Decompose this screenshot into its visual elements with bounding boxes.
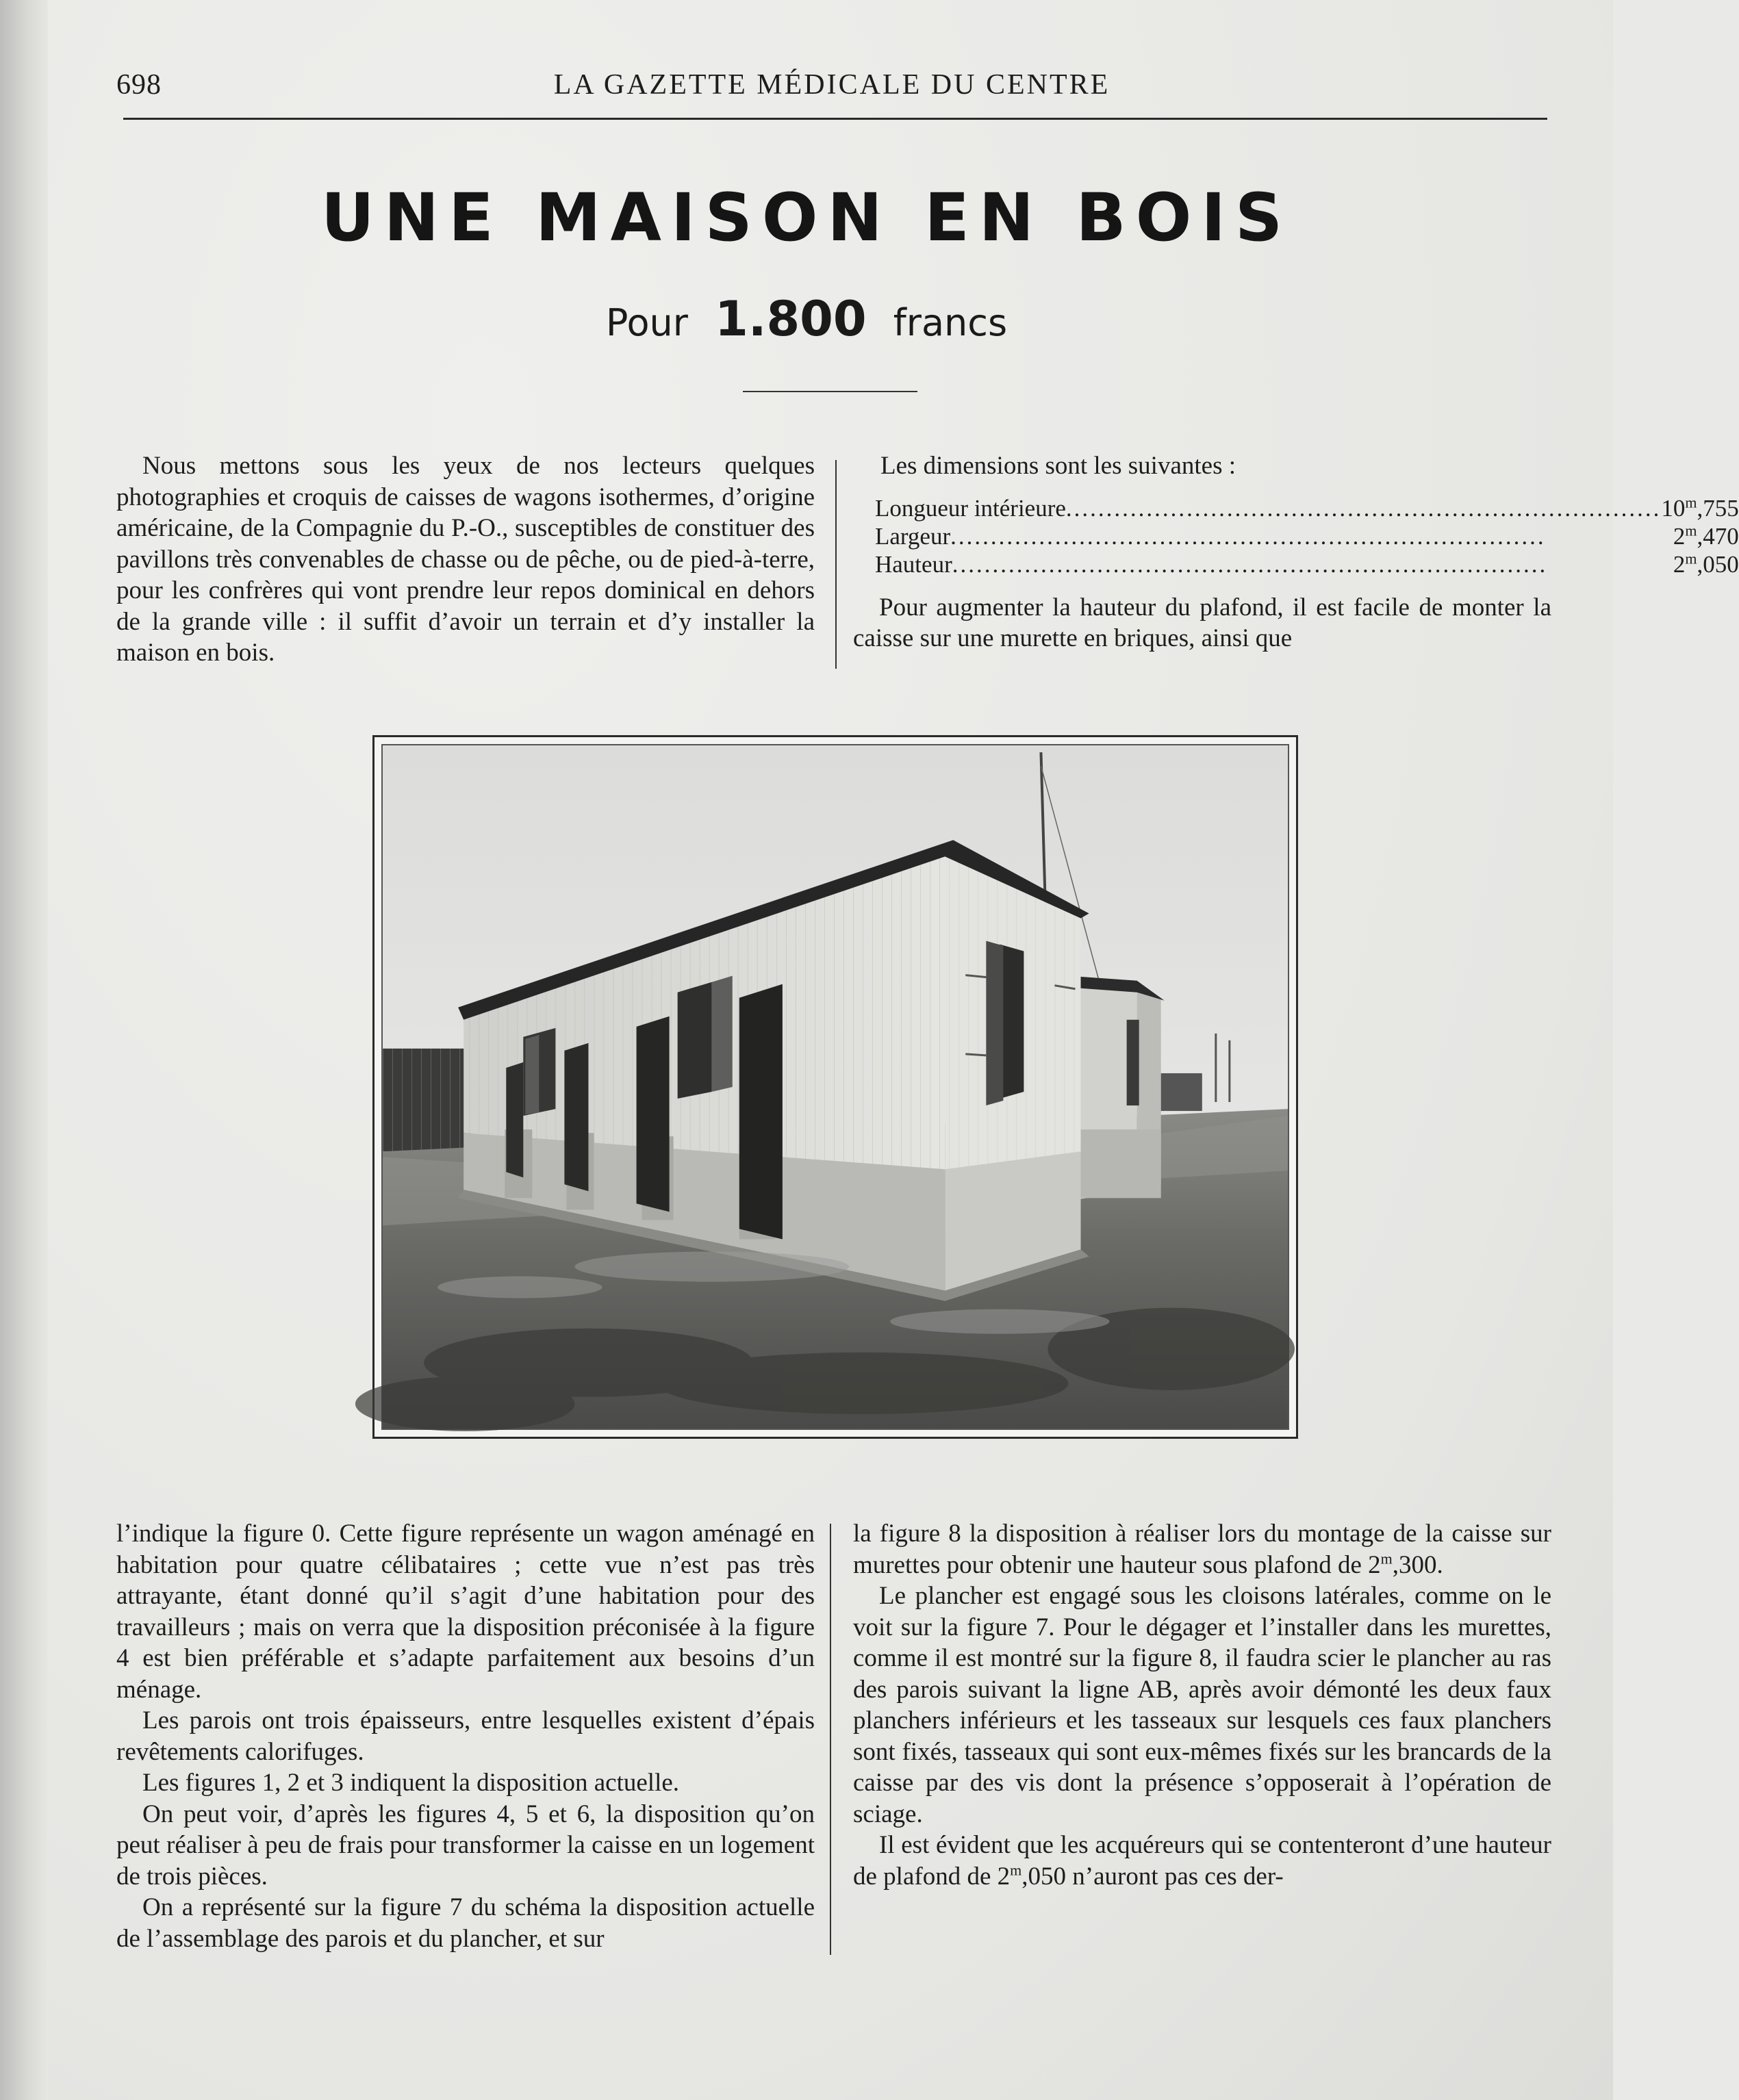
dimension-unit: m <box>1685 549 1697 567</box>
page-header <box>116 68 1547 110</box>
dimensions-after: Pour augmenter la hauteur du plafond, il est facile de monter la caisse sur une murette en briques, ainsi que <box>853 593 1551 652</box>
dimension-value-int: 2 <box>1673 550 1686 578</box>
dimension-unit: m <box>1685 493 1697 511</box>
dimension-value <box>1661 522 1738 550</box>
dimension-unit: m <box>1685 521 1697 539</box>
dimension-leader-dots: .......................................................................... <box>950 522 1546 550</box>
dimension-value <box>1661 550 1738 578</box>
article-subtitle <box>0 291 1613 347</box>
dimension-label-cell <box>875 522 1661 550</box>
lower-left-p4: On peut voir, d’après les figures 4, 5 et 6, la disposition qu’on peut réaliser à peu de frais pour transformer la caisse en un logement de trois pièces. <box>116 1800 815 1891</box>
subtitle-prefix: Pour <box>605 301 688 344</box>
lower-right-column <box>853 1518 1551 1892</box>
subtitle-amount: 1.800 <box>715 291 867 347</box>
dimension-value <box>1661 494 1738 522</box>
dimension-value-int: 2 <box>1673 522 1686 550</box>
dimension-label: Largeur <box>875 522 951 550</box>
dimensions-column <box>853 450 1739 654</box>
unit-meter: m <box>1380 1550 1393 1567</box>
article-headline: UNE MAISON EN BOIS <box>320 179 1293 256</box>
dimension-label: Longueur intérieure <box>875 494 1066 522</box>
subtitle-suffix: francs <box>893 301 1008 344</box>
unit-meter: m <box>1010 1861 1022 1879</box>
dimension-leader-dots: .......................................................................... <box>952 550 1548 578</box>
intro-column <box>116 450 815 669</box>
lower-right-p3-text: Il est évident que les acquéreurs qui se contenteront d’une hauteur de plafond de 2 <box>853 1831 1551 1891</box>
lower-left-p3: Les figures 1, 2 et 3 indiquent la disposition actuelle. <box>142 1769 680 1797</box>
title-rule <box>743 391 917 392</box>
lower-left-p5: On a représenté sur la figure 7 du schéma la disposition actuelle de l’assemblage des parois et du plancher, et sur <box>116 1893 815 1953</box>
dimension-row <box>875 550 1739 578</box>
dimension-value-dec: ,470 <box>1697 522 1739 550</box>
photo-frame <box>372 735 1298 1439</box>
page-number: 698 <box>116 69 162 101</box>
dimensions-intro: Les dimensions sont les suivantes : <box>880 452 1236 480</box>
lower-left-p2: Les parois ont trois épaisseurs, entre lesquelles existent d’épais revêtements calorifuges. <box>116 1706 815 1766</box>
lower-right-p1-end: ,300. <box>1392 1550 1443 1579</box>
intro-paragraph: Nous mettons sous les yeux de nos lecteurs quelques photographies et croquis de caisses de wagons isothermes, d’origine américaine, de la Compagnie du P.-O., susceptibles de constituer des pavillons très convenables de chasse ou de pêche, ou de pied-à-terre, pour les confrères qui vont prendre leur repos dominical en dehors de la grande ville : il suffit d’avoir un terrain et d’y installer la maison en bois. <box>116 452 815 667</box>
column-rule-top <box>835 460 837 669</box>
dimension-row <box>875 494 1739 522</box>
wagon-house-photo <box>381 744 1289 1430</box>
dimension-value-dec: ,755 <box>1697 494 1739 522</box>
wagon-house-illustration <box>383 745 1288 1429</box>
lower-left-column <box>116 1518 815 1954</box>
lower-right-p1 <box>853 1518 1551 1580</box>
dimension-row <box>875 522 1739 550</box>
dimension-value-int: 10 <box>1661 494 1686 522</box>
dimension-label: Hauteur <box>875 550 952 578</box>
header-rule <box>123 118 1547 120</box>
dimension-leader-dots: .......................................................................... <box>1065 494 1662 522</box>
lower-right-p2: Le plancher est engagé sous les cloisons latérales, comme on le voit sur la figure 7. Pour le dégager et l’installer dans les murettes, comme il est montré sur la figure 8, il faudra scier le plancher au ras des parois suivant la ligne AB, après avoir démonté les deux faux planchers inférieurs et les tasseaux sur lesquels ces faux planchers sont fixés, tasseaux qui sont eux-mêmes fixés sur les brancards de la caisse par des vis dont la présence s’opposerait à l’opération de sciage. <box>853 1582 1551 1828</box>
lower-left-p1: l’indique la figure 0. Cette figure représente un wagon aménagé en habitation pour quatre célibataires ; cette vue n’est pas très attrayante, étant donné qu’il s’agit d’une habitation pour des travailleurs ; mais on verra que la disposition préconisée à la figure 4 est bien préférable et s’adapte parfaitement aux besoins d’un ménage. <box>116 1520 815 1704</box>
dimension-label-cell <box>875 550 1661 578</box>
dimension-label-cell <box>875 494 1661 522</box>
running-title: LA GAZETTE MÉDICALE DU CENTRE <box>553 69 1110 101</box>
dimensions-table <box>875 494 1739 578</box>
dimension-value-dec: ,050 <box>1697 550 1739 578</box>
lower-right-p3 <box>853 1830 1551 1892</box>
column-rule-bottom <box>830 1524 831 1955</box>
lower-right-p3-end: ,050 n’auront pas ces der- <box>1021 1862 1284 1891</box>
lower-right-p1-text: la figure 8 la disposition à réaliser lors du montage de la caisse sur murettes pour obtenir une hauteur sous plafond de 2 <box>853 1520 1551 1579</box>
